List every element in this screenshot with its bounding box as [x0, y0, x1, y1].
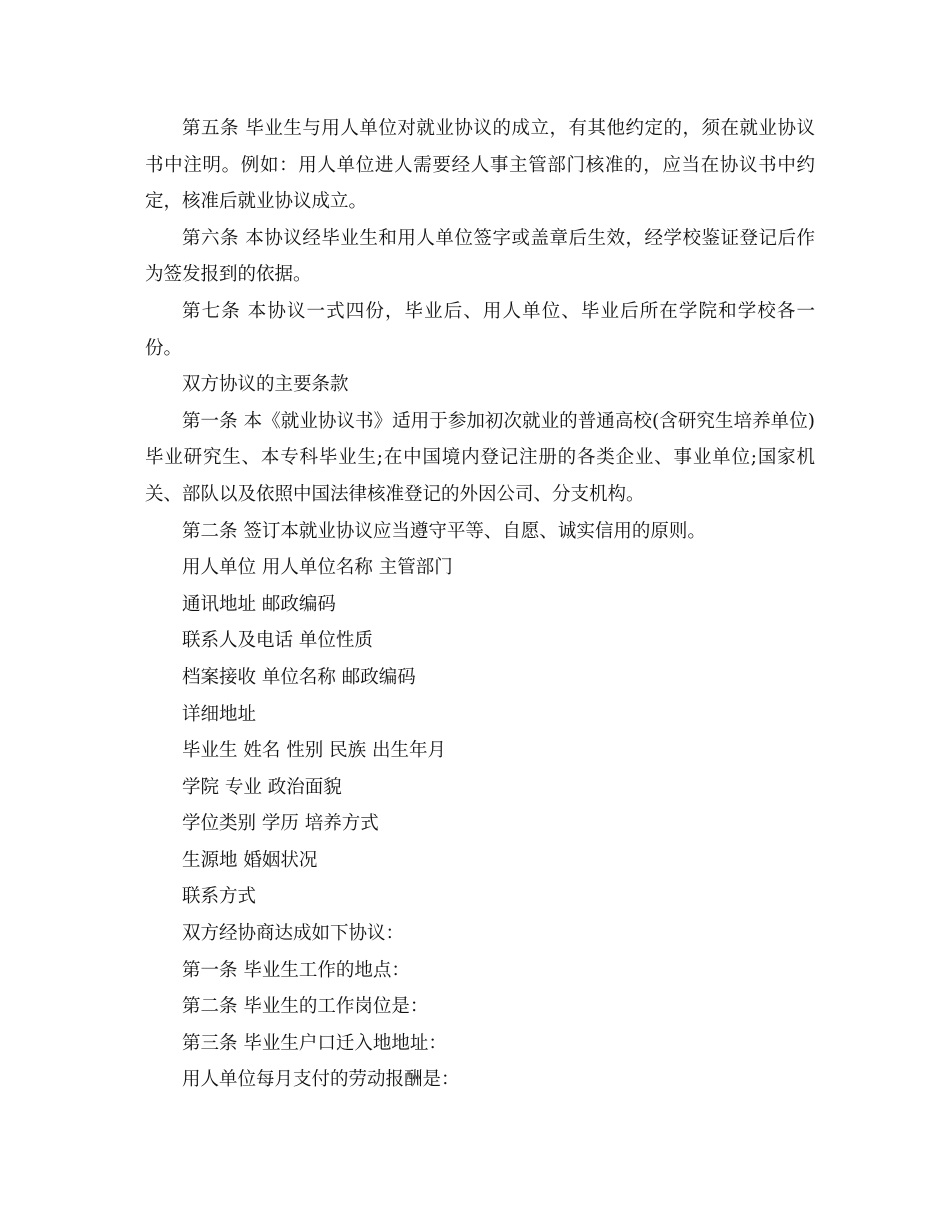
contact-method-line: 联系方式	[182, 886, 257, 908]
origin-fields-line: 生源地 婚姻状况	[182, 849, 318, 871]
document-body	[145, 111, 815, 1099]
contact-fields-line: 联系人及电话 单位性质	[182, 630, 373, 652]
agreement-article-1-line: 第一条 毕业生工作的地点：	[182, 959, 410, 981]
article-7-paragraph: 第七条 本协议一式四份，毕业后、用人单位、毕业后所在学院和学校各一份。	[145, 300, 815, 359]
address-fields-line: 通讯地址 邮政编码	[182, 593, 336, 615]
degree-fields-line: 学位类别 学历 培养方式	[182, 813, 379, 835]
graduate-fields-line: 毕业生 姓名 性别 民族 出生年月	[182, 740, 447, 762]
salary-line: 用人单位每月支付的劳动报酬是：	[182, 1069, 460, 1091]
article-6-paragraph: 第六条 本协议经毕业生和用人单位签字或盖章后生效，经学校鉴证登记后作为签发报到的依据。	[145, 227, 815, 286]
terms-article-1-paragraph: 第一条 本《就业协议书》适用于参加初次就业的普通高校(含研究生培养单位)毕业研究生、本专科毕业生;在中国境内登记注册的各类企业、事业单位;国家机关、部队以及依照中国法律核准登记的外因公司、分支机构。	[145, 410, 815, 505]
agreement-article-3-line: 第三条 毕业生户口迁入地地址：	[182, 1032, 447, 1054]
detailed-address-line: 详细地址	[182, 703, 257, 725]
employer-fields-line: 用人单位 用人单位名称 主管部门	[182, 557, 453, 579]
main-terms-heading: 双方协议的主要条款	[182, 374, 349, 396]
agreement-article-2-line: 第二条 毕业生的工作岗位是：	[182, 996, 429, 1018]
terms-article-2-paragraph: 第二条 签订本就业协议应当遵守平等、自愿、诚实信用的原则。	[182, 520, 706, 542]
agreement-intro-line: 双方经协商达成如下协议：	[182, 923, 405, 945]
college-fields-line: 学院 专业 政治面貌	[182, 776, 342, 798]
archive-fields-line: 档案接收 单位名称 邮政编码	[182, 666, 416, 688]
article-5-paragraph: 第五条 毕业生与用人单位对就业协议的成立，有其他约定的，须在就业协议书中注明。例如：用人单位进人需要经人事主管部门核准的，应当在协议书中约定，核准后就业协议成立。	[145, 118, 815, 213]
